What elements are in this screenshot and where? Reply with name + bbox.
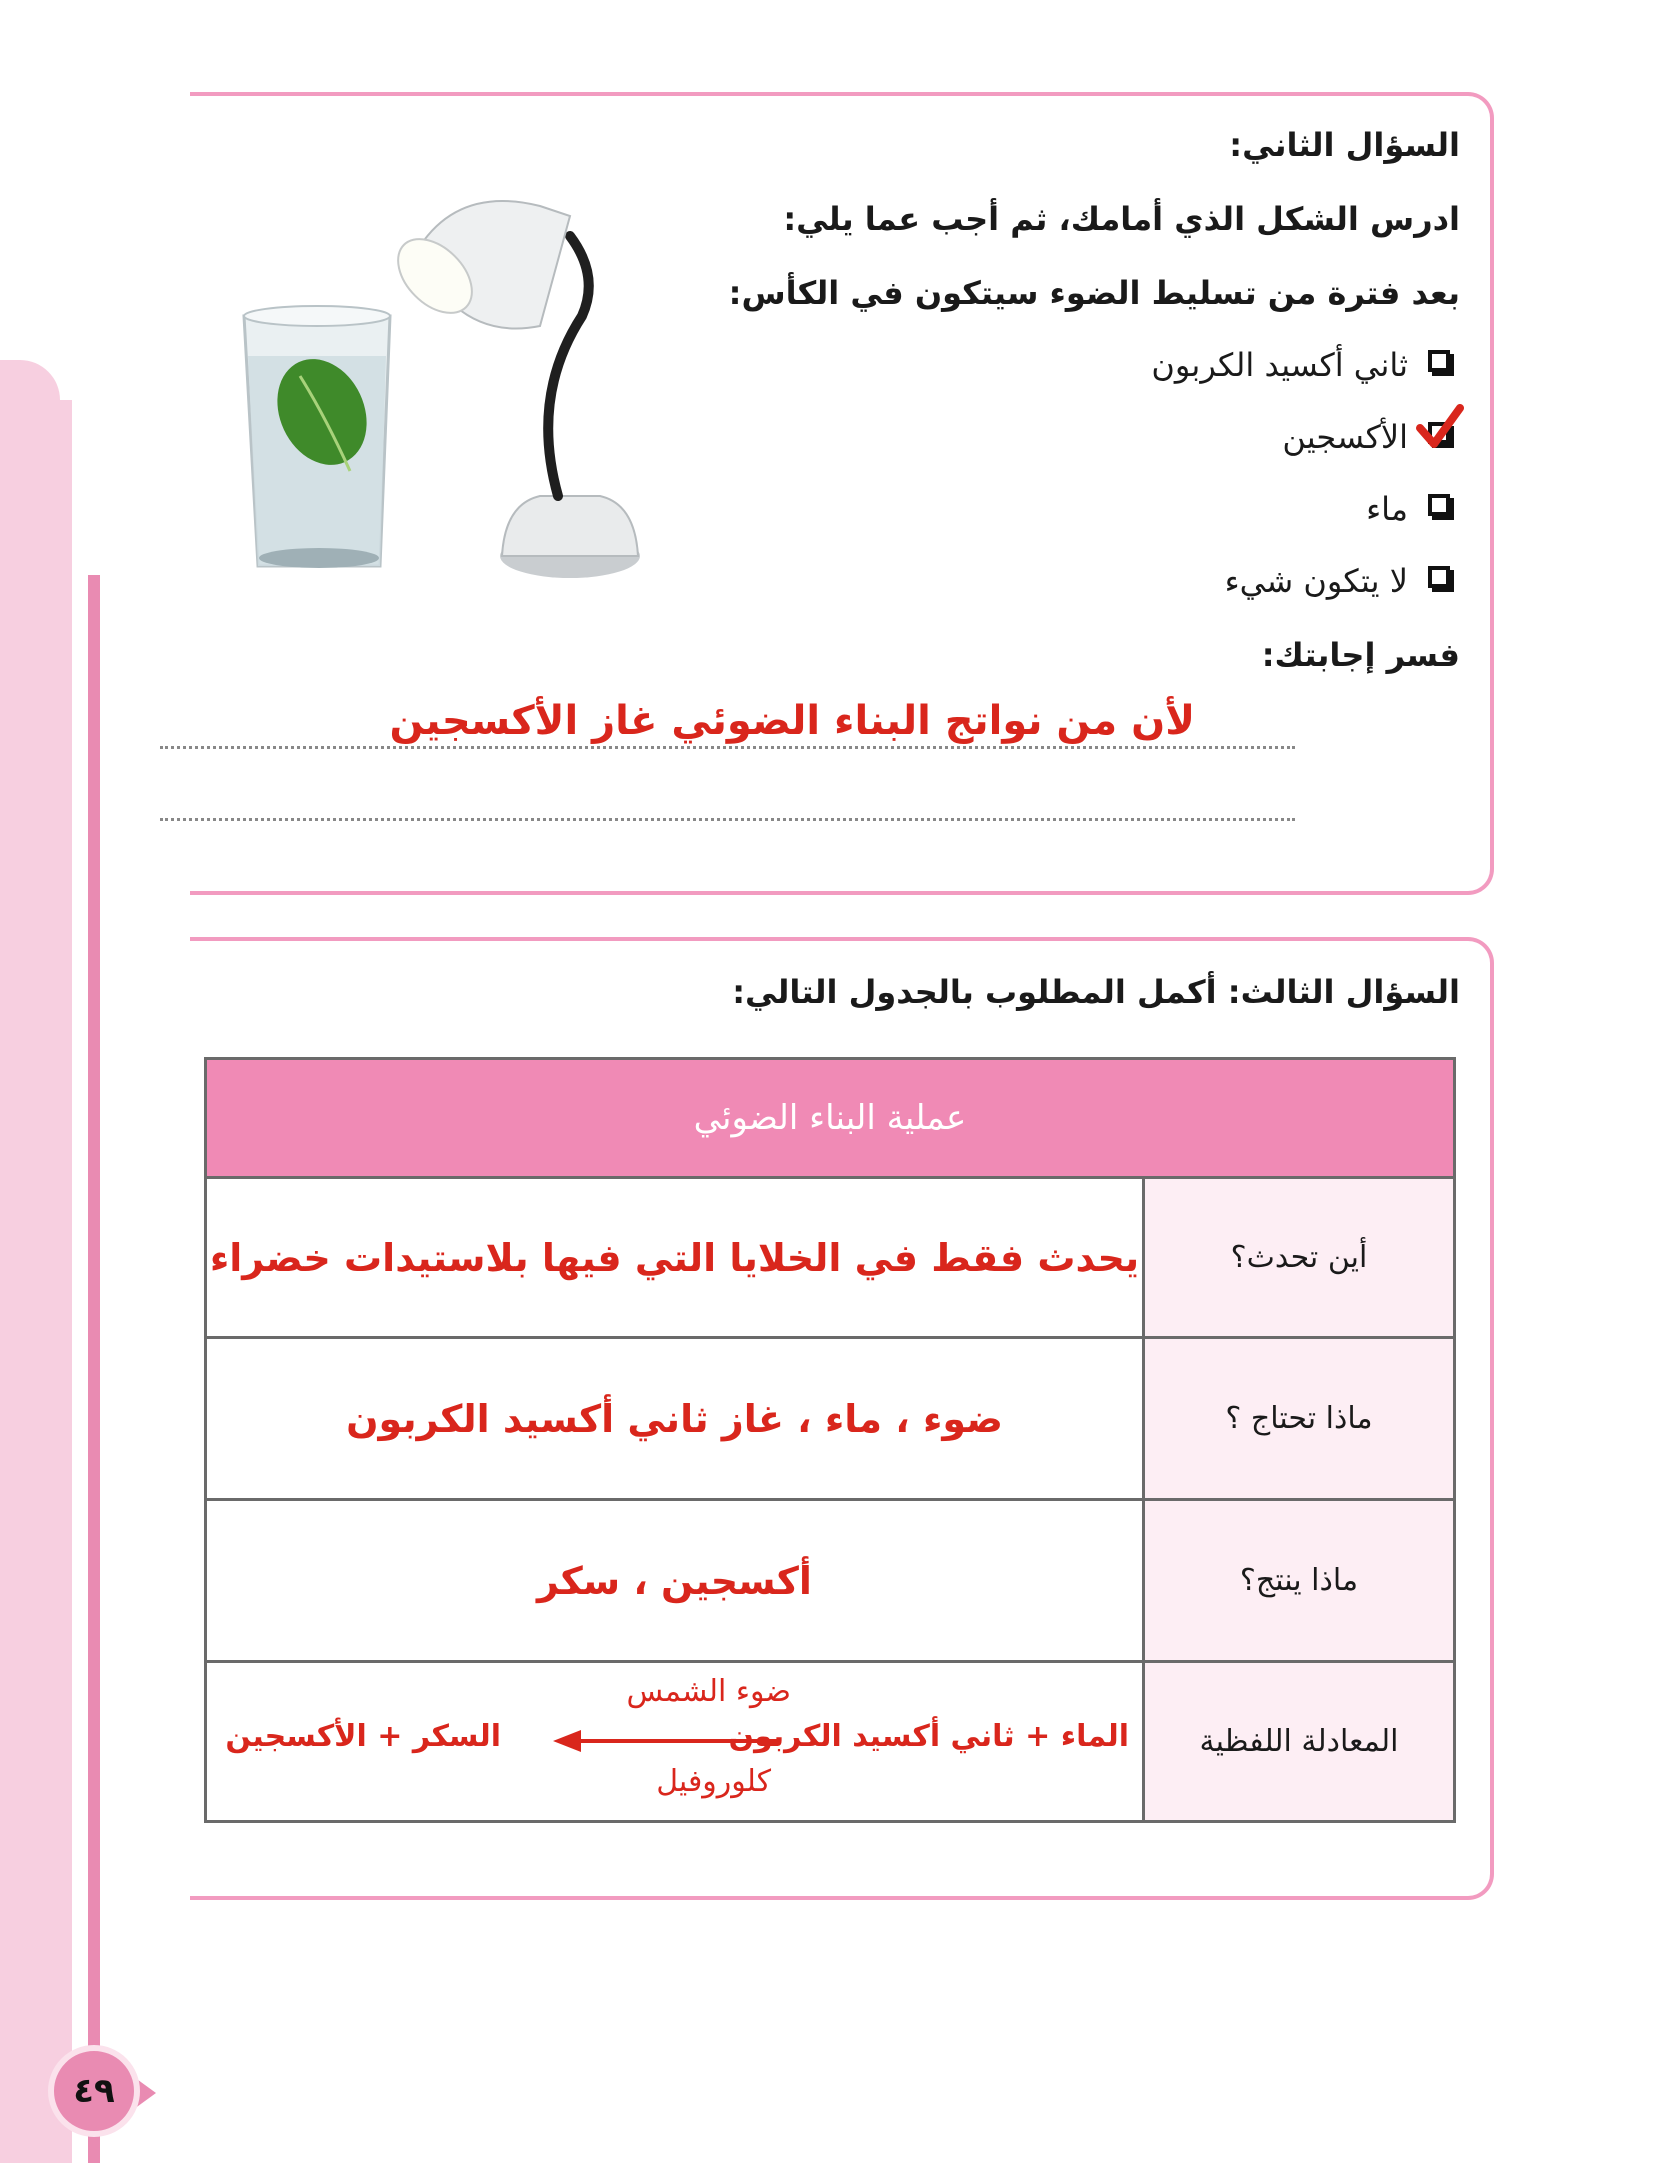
answer-line-2 [160, 818, 1295, 821]
equation-condition-bottom: كلوروفيل [656, 1764, 771, 1799]
checkbox[interactable] [1428, 494, 1450, 516]
page-number: ٤٩ [73, 2071, 115, 2111]
row-label-needs: ماذا تحتاج ؟ [1144, 1338, 1455, 1500]
option-oxygen[interactable] [1282, 418, 1450, 456]
question-3-title: السؤال الثالث: أكمل المطلوب بالجدول التالي: [732, 973, 1460, 1011]
question-2-instruction: ادرس الشكل الذي أمامك، ثم أجب عما يلي: [783, 200, 1460, 238]
table-row [206, 1338, 1455, 1500]
equation-reactants: الماء + ثاني أكسيد الكربون [728, 1719, 1129, 1754]
row-label-where: أين تحدث؟ [1144, 1178, 1455, 1338]
page-number-badge [48, 2045, 158, 2145]
table-header: عملية البناء الضوئي [206, 1059, 1455, 1178]
explanation-answer[interactable]: لأن من نواتج البناء الضوئي غاز الأكسجين [389, 698, 1195, 744]
option-label: الأكسجين [1282, 418, 1408, 456]
table-row [206, 1178, 1455, 1338]
question-2-prompt: بعد فترة من تسليط الضوء سيتكون في الكأس: [728, 274, 1460, 312]
option-water[interactable] [1366, 490, 1450, 528]
word-equation-cell[interactable] [206, 1662, 1144, 1822]
row-label-produces: ماذا ينتج؟ [1144, 1500, 1455, 1662]
equation-condition-top: ضوء الشمس [626, 1674, 791, 1709]
option-label: ثاني أكسيد الكربون [1151, 346, 1408, 384]
row-answer-needs[interactable]: ضوء ، ماء ، غاز ثاني أكسيد الكربون [206, 1338, 1144, 1500]
checkbox[interactable] [1428, 566, 1450, 588]
page-number-circle [48, 2045, 140, 2137]
card-top-border [190, 92, 1460, 96]
option-nothing[interactable] [1225, 562, 1450, 600]
side-decoration-band [0, 400, 72, 2163]
row-label-equation: المعادلة اللفظية [1144, 1662, 1455, 1822]
row-answer-where[interactable]: يحدث فقط في الخلايا التي فيها بلاستيدات خضراء [206, 1178, 1144, 1338]
table-row [206, 1500, 1455, 1662]
checkmark-icon [1416, 404, 1464, 450]
checkbox[interactable] [1428, 350, 1450, 372]
question-2-title: السؤال الثاني: [1229, 126, 1460, 164]
option-label: لا يتكون شيء [1224, 562, 1408, 600]
row-answer-produces[interactable]: أكسجين ، سكر [206, 1500, 1144, 1662]
word-equation [208, 1664, 1141, 1819]
lamp-glass-leaf-illustration [240, 166, 660, 586]
explain-label: فسر إجابتك: [1261, 636, 1460, 674]
left-arrow-icon [551, 1728, 781, 1754]
answer-line-1 [160, 746, 1295, 749]
table-row [206, 1662, 1455, 1822]
equation-products: السكر + الأكسجين [225, 1719, 501, 1754]
side-decoration-stripe [88, 575, 100, 2163]
option-carbon-dioxide[interactable] [1151, 346, 1450, 384]
card-top-border [190, 937, 1460, 941]
option-label: ماء [1366, 490, 1408, 528]
photosynthesis-table [204, 1057, 1456, 1823]
question-2-card [190, 92, 1494, 895]
card-bottom-border [190, 891, 1460, 895]
card-bottom-border [190, 1896, 1460, 1900]
